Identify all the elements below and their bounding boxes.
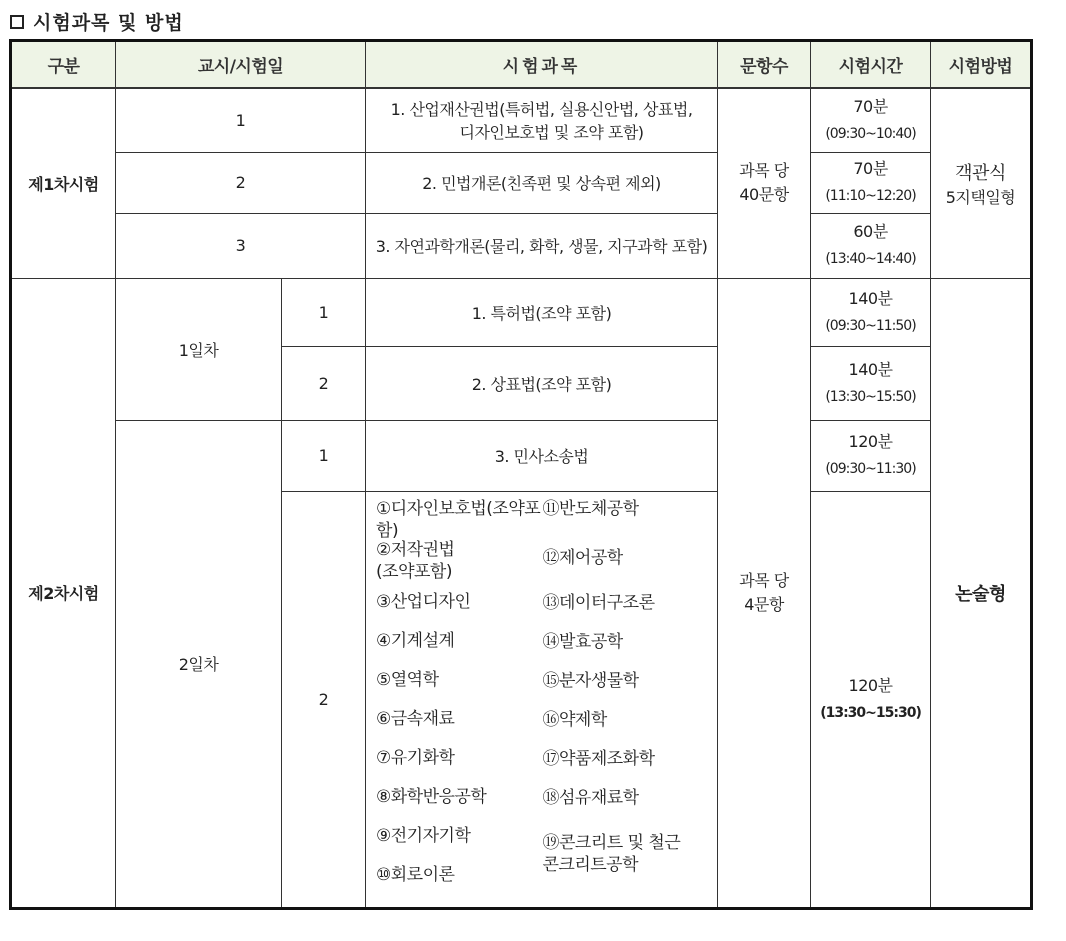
first-period-1: 1 <box>116 88 366 152</box>
second-row-3 <box>11 420 1032 491</box>
header-subjects: 시험과목 <box>366 41 718 89</box>
second-subject-1: 1. 특허법(조약 포함) <box>366 278 718 346</box>
elective-subject-item: ⑫제어공학 <box>542 547 623 568</box>
header-method: 시험방법 <box>931 41 1032 89</box>
first-time-3: 60분 (13:40~14:40) <box>811 213 931 278</box>
second-period-3: 1 <box>282 420 366 491</box>
elective-subject-item: ⑮분자생물학 <box>542 670 639 691</box>
header-questions: 문항수 <box>718 41 811 89</box>
second-method: 논술형 <box>931 278 1032 908</box>
first-time-1: 70분 (09:30~10:40) <box>811 88 931 152</box>
second-subject-3: 3. 민사소송법 <box>366 420 718 491</box>
second-subject-2: 2. 상표법(조약 포함) <box>366 346 718 420</box>
first-period-2: 2 <box>116 152 366 213</box>
elective-subject-item: ⑧화학반응공학 <box>376 786 487 807</box>
heading-text: 시험과목 및 방법 <box>33 12 184 34</box>
second-time-3: 120분 (09:30~11:30) <box>811 420 931 491</box>
second-questions: 과목 당 4문항 <box>718 278 811 908</box>
elective-subject-item: ⑰약품제조화학 <box>542 748 655 769</box>
first-method: 객관식 5지택일형 <box>931 88 1032 278</box>
second-day-1: 1일차 <box>116 278 282 420</box>
first-row-1 <box>11 88 1032 152</box>
second-exam-label: 제2차시험 <box>11 278 116 908</box>
header-time: 시험시간 <box>811 41 931 89</box>
elective-subject-item: ①디자인보호법(조약포함) <box>376 498 541 541</box>
elective-subject-item: ⑪반도체공학 <box>542 498 639 519</box>
elective-subject-item: ⑱섬유재료학 <box>542 787 639 808</box>
first-subject-1: 1. 산업재산권법(특허법, 실용신안법, 상표법, 디자인보호법 및 조약 포함) <box>366 88 718 152</box>
elective-subjects <box>366 491 718 908</box>
elective-subject-item: ⑤열역학 <box>376 669 439 690</box>
first-period-3: 3 <box>116 213 366 278</box>
first-subject-2: 2. 민법개론(친족편 및 상속편 제외) <box>366 152 718 213</box>
exam-table <box>9 39 1033 910</box>
first-row-3 <box>11 213 1032 278</box>
first-row-2 <box>11 152 1032 213</box>
first-subject-3: 3. 자연과학개론(물리, 화학, 생물, 지구과학 포함) <box>366 213 718 278</box>
second-time-2: 140분 (13:30~15:50) <box>811 346 931 420</box>
elective-list-col2 <box>542 498 707 903</box>
second-time-4: 120분 (13:30~15:30) <box>811 491 931 908</box>
checkbox-square-icon <box>10 15 24 29</box>
elective-subject-item: ③산업디자인 <box>376 591 471 612</box>
elective-subject-item: ⑨전기자기학 <box>376 825 471 846</box>
section-heading <box>10 8 184 35</box>
first-questions: 과목 당 40문항 <box>718 88 811 278</box>
first-exam-label: 제1차시험 <box>11 88 116 278</box>
elective-list-col1 <box>376 498 542 903</box>
elective-subject-item: ⑩회로이론 <box>376 864 455 885</box>
second-time-1: 140분 (09:30~11:50) <box>811 278 931 346</box>
elective-subject-item: ⑬데이터구조론 <box>542 592 655 613</box>
elective-subject-item: ②저작권법 (조약포함) <box>376 539 455 582</box>
elective-subject-item: ⑭발효공학 <box>542 631 623 652</box>
header-category: 구분 <box>11 41 116 89</box>
elective-subject-item: ⑲콘크리트 및 철근 콘크리트공학 <box>542 832 681 875</box>
header-period: 교시/시험일 <box>116 41 366 89</box>
second-row-1 <box>11 278 1032 346</box>
second-period-4: 2 <box>282 491 366 908</box>
elective-subject-item: ⑥금속재료 <box>376 708 455 729</box>
second-period-1: 1 <box>282 278 366 346</box>
second-day-2: 2일차 <box>116 420 282 908</box>
second-period-2: 2 <box>282 346 366 420</box>
elective-subject-item: ⑯약제학 <box>542 709 607 730</box>
first-time-2: 70분 (11:10~12:20) <box>811 152 931 213</box>
elective-subject-item: ④기계설계 <box>376 630 455 651</box>
header-row <box>11 41 1032 89</box>
elective-subject-item: ⑦유기화학 <box>376 747 455 768</box>
